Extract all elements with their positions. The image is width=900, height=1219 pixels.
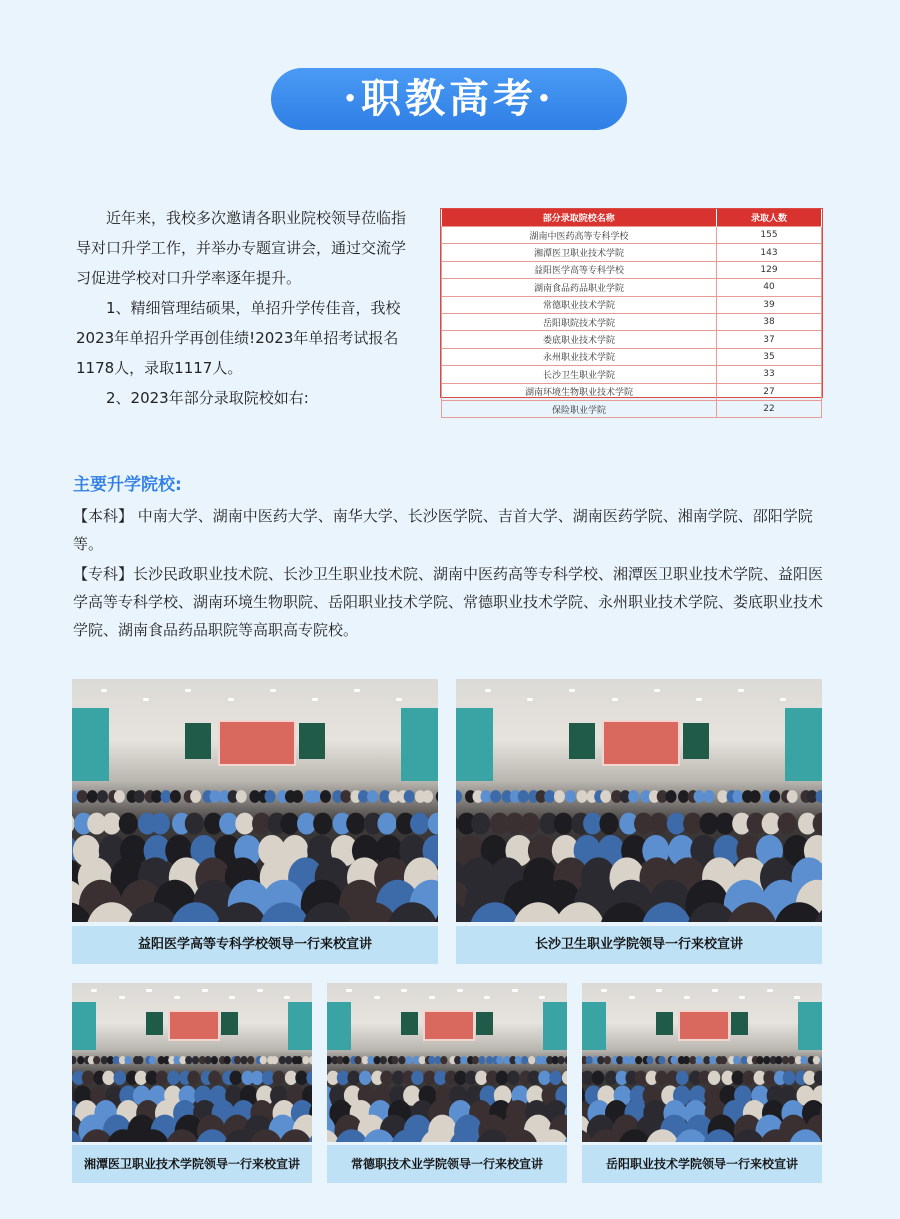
audience-member [763,1056,770,1064]
audience-member [373,1056,380,1064]
audience-member [783,1070,795,1084]
ceiling-light [539,996,545,999]
audience-member [683,813,702,835]
audience-member [667,813,686,835]
audience-member [235,813,254,835]
photo-caption: 常德职技术业学院领导一行来校宣讲 [327,1145,567,1183]
audience-member [285,1056,292,1064]
ceiling-light [146,989,152,992]
audience-member [616,1056,623,1064]
audience-member [666,790,677,803]
intro-text [76,203,416,413]
audience-member [820,1056,822,1064]
projector-screen [168,1010,220,1041]
audience-member [733,1056,740,1064]
ceiling-light [569,689,575,692]
projector-screen [218,720,295,765]
audience-member [273,1070,285,1084]
audience-member [742,1070,754,1084]
school-name-cell: 保险职业学院 [442,400,717,417]
audience [72,1050,312,1142]
ceiling-light [656,989,662,992]
ceiling-light [396,698,402,701]
school-name-cell: 永州职业技术学院 [442,348,717,365]
ceiling-light [484,996,490,999]
audience-member [549,1070,561,1084]
intro-paragraph: 近年来，我校多次邀请各职业院校领导莅临指导对口升学工作，并举办专题宣讲会，通过交流学习促进学校对口升学率逐年提升。 [76,209,407,287]
audience-member [224,1056,231,1064]
audience-member [816,790,822,803]
table-header-count: 录取人数 [717,209,822,227]
audience-member [367,790,378,803]
audience-member [279,1056,286,1064]
blackboard [683,723,709,759]
audience-member [518,790,529,803]
photo-lecture-4 [327,983,567,1142]
audience-member [156,1070,168,1084]
audience-member [628,790,639,803]
ceiling-light [119,996,125,999]
audience-member [635,1056,642,1064]
audience-member [247,1056,254,1064]
ceiling-light [512,989,518,992]
audience-member [695,1056,702,1064]
audience-member [597,1056,604,1064]
blackboard [656,1012,673,1036]
audience-member [411,1070,423,1084]
audience-member [655,1070,667,1084]
audience-member [428,813,438,835]
audience-member [410,813,429,835]
audience-member [135,1070,147,1084]
ceiling-light [767,989,773,992]
audience-member [262,1070,274,1084]
ceiling-light [91,989,97,992]
ceiling-light [284,996,290,999]
table-row [442,244,822,261]
audience-member [670,1056,677,1064]
audience-member [391,1056,398,1064]
audience-member [775,1056,782,1064]
vocational-schools: 【专科】长沙民政职业技术院、长沙卫生职业技术院、湖南中医药高等专科学校、湘潭医卫职业技术学院、益阳医学高等专科学校、湖南环境生物职院、岳阳职业技术学院、常德职业技术学院、永州职业技术学院、娄底职业技术学院、湖南食品药品职院等高职高专院校。 [73,565,824,639]
audience-member [646,1056,653,1064]
ceiling-light [374,996,380,999]
audience [327,1050,567,1142]
curtain [785,708,822,781]
audience-member [428,1056,435,1064]
audience-member [423,1070,435,1084]
audience-member [521,813,540,835]
admit-count-cell: 27 [717,383,822,400]
audience-member [134,790,145,803]
audience-member [302,1056,309,1064]
admit-count-cell: 155 [717,227,822,244]
audience-member [480,790,491,803]
curtain [456,708,493,781]
ceiling-light [601,989,607,992]
photo-lecture-2 [456,679,822,922]
audience-member [720,1056,727,1064]
audience-member [77,1056,84,1064]
table-row [442,313,822,330]
ceiling-light [696,698,702,701]
audience-member [114,1070,126,1084]
audience-member [377,813,396,835]
audience-member [265,790,276,803]
audience-member [486,1056,493,1064]
audience-member [114,790,125,803]
audience-member [251,1070,263,1084]
audience-member [600,790,611,803]
audience-member [295,1056,302,1064]
admit-count-cell: 37 [717,331,822,348]
audience-member [564,1056,567,1064]
audience-member [204,1056,211,1064]
audience-member [769,790,780,803]
audience-member [557,1056,564,1064]
ceiling-light [684,996,690,999]
ceiling-light [101,689,107,692]
admit-count-cell: 129 [717,261,822,278]
audience [582,1050,822,1142]
audience-member [554,790,565,803]
audience-member [658,1056,665,1064]
curtain [72,1002,96,1050]
audience-member [260,1056,267,1064]
ceiling-light [654,689,660,692]
audience-member [190,790,201,803]
audience-member [689,1056,696,1064]
school-name-cell: 湘潭医卫职业技术学院 [442,244,717,261]
blackboard [221,1012,238,1036]
audience-member [161,790,172,803]
audience-member [97,790,108,803]
ceiling-light [174,996,180,999]
photo-caption: 湘潭医卫职业技术学院领导一行来校宣讲 [72,1145,312,1183]
audience-member [359,1070,371,1084]
audience-member [295,1070,307,1084]
ceiling-light [401,989,407,992]
audience-member [709,1056,716,1064]
ceiling-light [202,989,208,992]
audience-member [604,1056,611,1064]
ceiling-light [485,689,491,692]
audience-member [732,1070,744,1084]
ceiling-light [143,698,149,701]
audience-member [676,1070,688,1084]
blackboard [185,723,211,759]
audience-member [149,1056,156,1064]
main-schools-heading: 主要升学院校: [73,475,182,495]
audience-member [209,790,220,803]
audience-member [342,1056,349,1064]
audience-member [346,813,365,835]
audience-member [778,813,797,835]
audience-member [327,1056,332,1064]
ceiling-light [527,698,533,701]
audience-member [538,1070,550,1084]
ceiling-light [780,698,786,701]
audience-member [151,813,170,835]
audience-member [93,1056,100,1064]
ceiling-light [354,689,360,692]
intro-paragraph: 2、2023年部分录取院校如右: [106,389,309,407]
audience-member [456,790,462,803]
table-row [442,348,822,365]
curtain [327,1002,351,1050]
admit-count-cell: 143 [717,244,822,261]
admit-count-cell: 22 [717,400,822,417]
audience [72,781,438,922]
audience-member [380,1070,392,1084]
audience-member [185,1056,192,1064]
audience-member [507,1070,519,1084]
audience-member [230,1070,242,1084]
audience-member [472,1056,479,1064]
audience-member [440,1056,447,1064]
audience-member [678,790,689,803]
projector-screen [602,720,679,765]
school-name-cell: 湖南食品药品职业学院 [442,279,717,296]
ceiling-light [312,698,318,701]
table-row [442,227,822,244]
admit-count-cell: 38 [717,313,822,330]
blackboard [731,1012,748,1036]
audience-member [192,1056,199,1064]
school-name-cell: 常德职业技术学院 [442,296,717,313]
audience-member [576,790,587,803]
school-name-cell: 岳阳职院技术学院 [442,313,717,330]
audience-member [240,1056,247,1064]
audience-member [694,790,705,803]
audience-member [124,1056,131,1064]
photo-caption: 岳阳职业技术学院领导一行来校宣讲 [582,1145,822,1183]
audience-member [683,1056,690,1064]
audience-member [280,813,299,835]
photo-lecture-3 [72,983,312,1142]
admissions-table [440,208,823,416]
audience-member [436,790,438,803]
projector-screen [423,1010,475,1041]
audience-member [521,1056,528,1064]
audience-member [496,1056,503,1064]
audience-member [119,813,138,835]
audience-member [82,1070,94,1084]
audience-member [72,1056,77,1064]
audience-member [434,1070,446,1084]
ceiling-light [712,989,718,992]
audience-member [354,1056,361,1064]
audience-member [404,790,415,803]
curtain [401,708,438,781]
projector-screen [678,1010,730,1041]
page-title: ·职教高考· [271,68,627,130]
audience-member [151,790,162,803]
audience-member [554,813,573,835]
admit-count-cell: 39 [717,296,822,313]
audience-member [562,1070,567,1084]
curtain [288,1002,312,1050]
table-row [442,261,822,278]
table-row [442,366,822,383]
audience-member [234,1056,241,1064]
audience-member [340,790,351,803]
ceiling-light [229,996,235,999]
ceiling-light [739,996,745,999]
audience-member [750,790,761,803]
school-name-cell: 长沙卫生职业学院 [442,366,717,383]
audience-member [478,1056,485,1064]
audience-member [756,1056,763,1064]
audience-member [635,1070,647,1084]
blackboard [299,723,325,759]
table-row [442,383,822,400]
audience-member [460,1056,467,1064]
audience-member [405,1056,412,1064]
audience-member [528,1056,535,1064]
audience-member [565,790,576,803]
undergrad-schools: 【本科】 中南大学、湖南中医药大学、南华大学、长沙医学院、吉首大学、湖南医药学院、湘南学院、邵阳学院等。 [73,507,813,553]
school-name-cell: 湖南环境生物职业技术学院 [442,383,717,400]
admit-count-cell: 40 [717,279,822,296]
ceiling-light [228,698,234,701]
audience-member [586,1056,593,1064]
audience-member [475,1070,487,1084]
audience-member [309,1056,312,1064]
intro-paragraph: 1、精细管理结硕果，单招升学传佳音，我校2023年单招升学再创佳绩!2023年单招考试报名1178人，录取1117人。 [76,299,401,377]
school-name-cell: 湖南中医药高等专科学校 [442,227,717,244]
audience-member [788,1056,795,1064]
audience-member [320,790,331,803]
ceiling-light [794,996,800,999]
audience-member [313,813,332,835]
audience-member [814,1070,822,1084]
audience-member [800,1056,807,1064]
ceiling-light [257,989,263,992]
audience-member [422,790,433,803]
audience-member [347,1070,359,1084]
ceiling-light [457,989,463,992]
ceiling-light [612,698,618,701]
audience-member [87,790,98,803]
table-row [442,400,822,417]
admit-count-cell: 33 [717,366,822,383]
audience-member [208,1070,220,1084]
photo-lecture-1 [72,679,438,922]
table-row [442,296,822,313]
blackboard [401,1012,418,1036]
audience-member [170,790,181,803]
audience-member [515,1056,522,1064]
audience-member [715,813,734,835]
ceiling-light [738,689,744,692]
audience-member [398,1056,405,1064]
table-row [442,331,822,348]
curtain [582,1002,606,1050]
audience-member [271,1056,278,1064]
audience-member [101,1056,108,1064]
audience-member [703,790,714,803]
audience-member [732,790,743,803]
audience-member [185,813,204,835]
ceiling-light [185,689,191,692]
audience-member [187,1070,199,1084]
table-row [442,279,822,296]
ceiling-light [629,996,635,999]
audience-member [496,1070,508,1084]
ceiling-light [429,996,435,999]
audience-member [471,813,490,835]
blackboard [476,1012,493,1036]
audience-member [708,1070,720,1084]
audience-member [306,1070,312,1084]
ceiling-light [270,689,276,692]
audience-member [454,1070,466,1084]
audience-member [136,1056,143,1064]
audience-member [102,813,121,835]
curtain [72,708,109,781]
audience-member [211,1056,218,1064]
audience-member [583,813,602,835]
audience-member [649,813,668,835]
audience-member [77,790,88,803]
photo-caption: 益阳医学高等专科学校领导一行来校宣讲 [72,926,438,964]
audience [456,781,822,922]
curtain [798,1002,822,1050]
blackboard [569,723,595,759]
audience-member [102,1070,114,1084]
audience-member [112,1056,119,1064]
audience-member [419,1056,426,1064]
curtain [543,1002,567,1050]
audience-member [292,790,303,803]
blackboard [146,1012,163,1036]
photo-lecture-5 [582,983,822,1142]
school-name-cell: 娄底职业技术学院 [442,331,717,348]
school-name-cell: 益阳医学高等专科学校 [442,261,717,278]
audience-member [236,790,247,803]
audience-member [782,1056,789,1064]
audience-member [540,1056,547,1064]
photo-caption: 长沙卫生职业学院领导一行来校宣讲 [456,926,822,964]
admit-count-cell: 35 [717,348,822,365]
audience-member [490,790,501,803]
ceiling-light [346,989,352,992]
audience-member [167,1070,179,1084]
audience-member [592,1070,604,1084]
audience-member [813,1056,820,1064]
audience-member [337,1070,349,1084]
audience-member [380,1056,387,1064]
audience-member [599,813,618,835]
table-header-school: 部分录取院校名称 [442,209,717,227]
audience-member [219,813,238,835]
audience-member [628,1056,635,1064]
audience-member [310,790,321,803]
audience-member [787,790,798,803]
audience-member [544,790,555,803]
